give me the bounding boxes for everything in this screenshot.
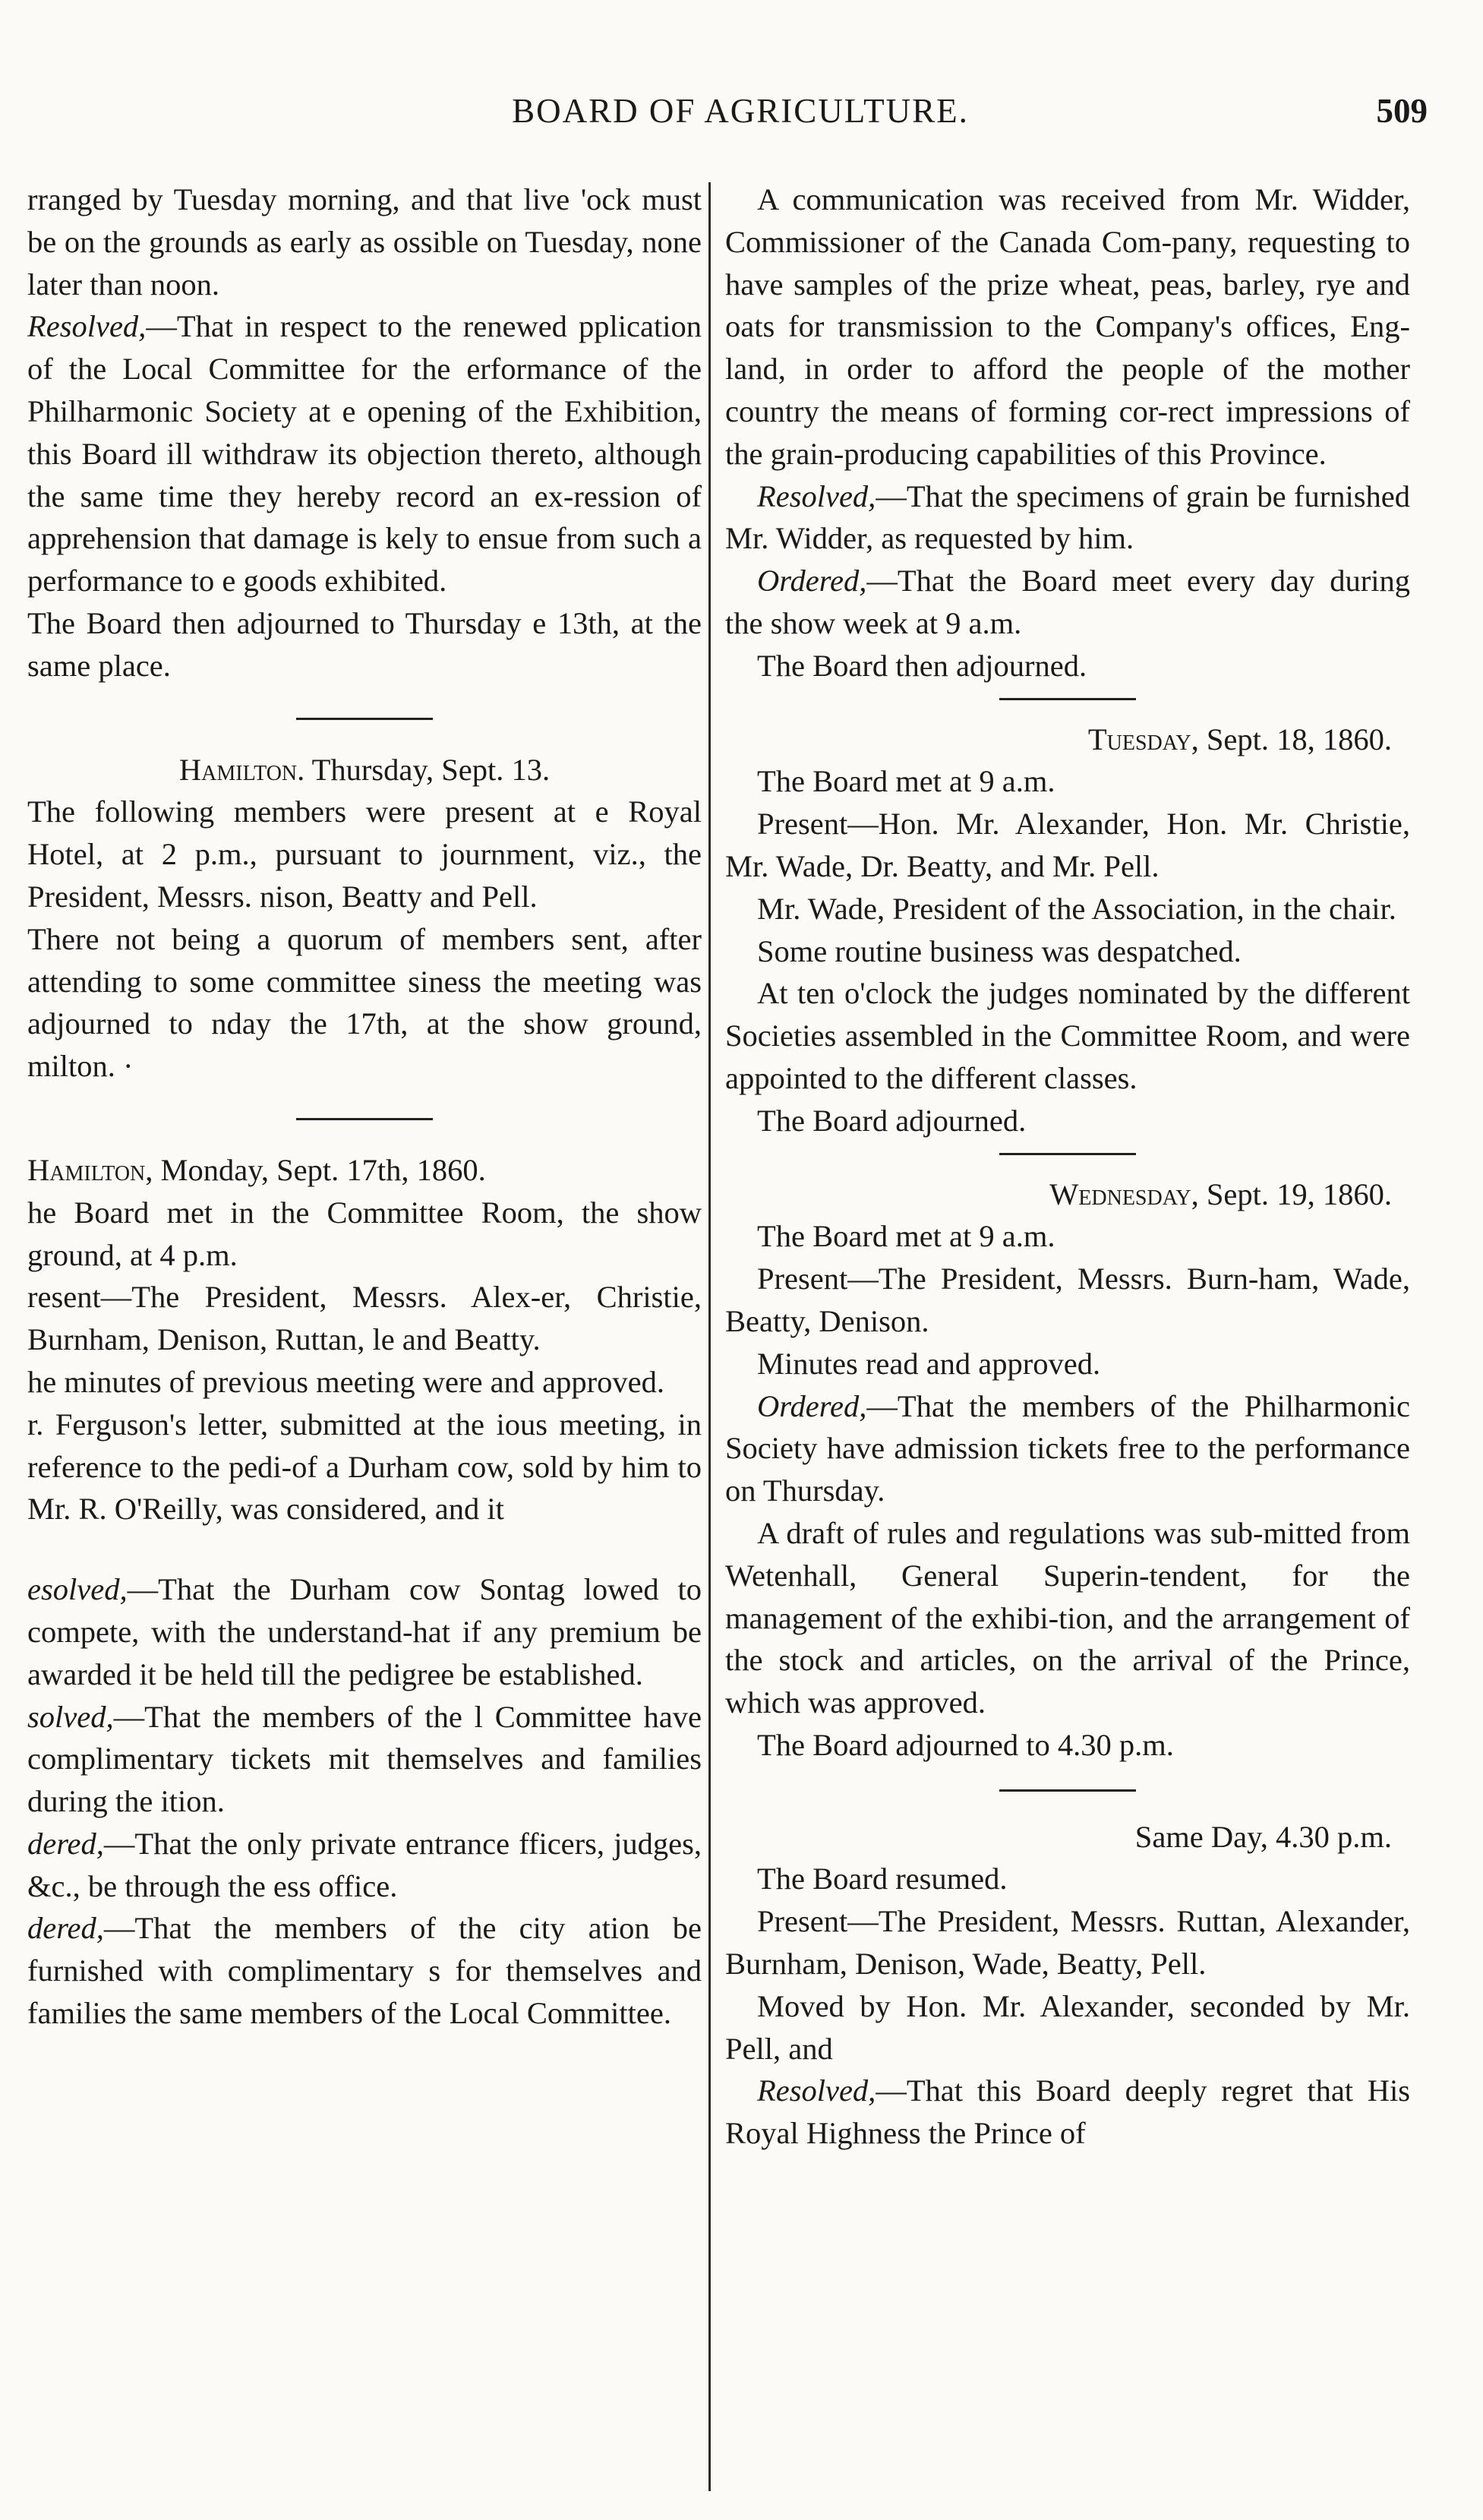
section-heading: Same Day, 4.30 p.m.	[1134, 1819, 1392, 1854]
paragraph: Some routine business was despatched.	[757, 933, 1242, 968]
paragraph: The following members were present at e Royal Hotel, at 2 p.m., pursuant to journment, viz., the President, Messrs. nison, Beatty and Pell.	[27, 794, 702, 914]
section-heading: Wednesday, Sept. 19, 1860.	[1049, 1176, 1392, 1211]
paragraph: A draft of rules and regulations was sub-mitted from Wetenhall, General Superin-tendent, for the management of the exhibi-tion, and the arrangement of the stock and articles, on the arrival of the Prince, which was approved.	[725, 1515, 1410, 1720]
section-divider	[999, 1789, 1136, 1792]
paragraph: There not being a quorum of members sent, after attending to some committee siness the meeting was adjourned to nday the 17th, at the show ground, milton. ·	[27, 921, 702, 1084]
order-lead: dered,	[27, 1911, 104, 1946]
paragraph: Minutes read and approved.	[757, 1346, 1101, 1381]
paragraph: The Board then adjourned to Thursday e 13th, at the same place.	[27, 605, 702, 683]
paragraph: he Board met in the Committee Room, the show ground, at 4 p.m.	[27, 1195, 702, 1272]
left-column	[27, 178, 702, 2487]
section-divider	[999, 1153, 1136, 1155]
section-heading: Hamilton, Monday, Sept. 17th, 1860.	[27, 1152, 486, 1187]
paragraph: rranged by Tuesday morning, and that live 'ock must be on the grounds as early as ossible on Tuesday, none later than noon.	[27, 182, 702, 302]
paragraph: esolved,—That the Durham cow Sontag lowed to compete, with the understand-hat if any premium be awarded it be held till the pedigree be established.	[27, 1572, 702, 1691]
paragraph: solved,—That the members of the l Committee have complimentary tickets mit themselves and families during the ition.	[27, 1699, 702, 1819]
paragraph: A communication was received from Mr. Widder, Commissioner of the Canada Com-pany, requesting to have samples of the prize wheat, peas, barley, rye and oats for transmission to the Company's offices, Eng-land, in order to afford the people of the mother country the means of forming cor-rect impressions of the grain-producing capabilities of this Province.	[725, 182, 1410, 471]
page-number: 509	[1376, 92, 1428, 130]
resolution-lead: solved,	[27, 1699, 114, 1734]
paragraph: The Board adjourned.	[757, 1103, 1027, 1138]
paragraph: Mr. Wade, President of the Association, in the chair.	[757, 891, 1396, 926]
section-divider	[296, 718, 433, 720]
section-divider	[296, 1118, 433, 1120]
right-column	[725, 178, 1410, 2487]
order-lead: dered,	[27, 1826, 104, 1861]
paragraph: Ordered,—That the members of the Philharmonic Society have admission tickets free to the performance on Thursday.	[725, 1388, 1410, 1508]
paragraph: Resolved,—That in respect to the renewed pplication of the Local Committee for the erformance of the Philharmonic Society at e opening of the Exhibition, this Board ill withdraw its objection thereto, although the same time they hereby record an ex-ression of apprehension that damage is kely to ensue from such a performance to e goods exhibited.	[27, 309, 702, 598]
paragraph: dered,—That the members of the city ation be furnished with complimentary s for themselves and families the same members of the Local Committee.	[27, 1911, 702, 2031]
order-lead: Ordered,	[757, 1388, 867, 1423]
paragraph: resent—The President, Messrs. Alex-er, Christie, Burnham, Denison, Ruttan, le and Beatty.	[27, 1280, 702, 1357]
paragraph: The Board resumed.	[757, 1862, 1008, 1896]
paragraph: Present—The President, Messrs. Ruttan, Alexander, Burnham, Denison, Wade, Beatty, Pell.	[725, 1904, 1410, 1982]
paragraph: dered,—That the only private entrance fficers, judges, &c., be through the ess office.	[27, 1826, 702, 1903]
paragraph: The Board then adjourned.	[757, 648, 1087, 683]
resolution-lead: Resolved,	[757, 2073, 876, 2108]
paragraph: Present—Hon. Mr. Alexander, Hon. Mr. Christie, Mr. Wade, Dr. Beatty, and Mr. Pell.	[725, 807, 1410, 883]
resolution-lead: Resolved,	[27, 309, 147, 344]
column-rule	[708, 182, 711, 2491]
section-divider	[999, 698, 1136, 700]
paragraph: r. Ferguson's letter, submitted at the ious meeting, in reference to the pedi-of a Durham cow, sold by him to Mr. R. O'Reilly, was considered, and it	[27, 1407, 702, 1527]
paragraph: Moved by Hon. Mr. Alexander, seconded by Mr. Pell, and	[725, 1988, 1410, 2066]
page-header	[30, 91, 1450, 152]
paragraph: At ten o'clock the judges nominated by the different Societies assembled in the Committee Room, and were appointed to the different classes.	[725, 976, 1410, 1095]
order-lead: Ordered,	[757, 564, 867, 598]
paragraph: Ordered,—That the Board meet every day during the show week at 9 a.m.	[725, 564, 1410, 640]
running-title: BOARD OF AGRICULTURE.	[512, 92, 969, 130]
paragraph: Resolved,—That the specimens of grain be furnished Mr. Widder, as requested by him.	[725, 478, 1410, 556]
paragraph: The Board adjourned to 4.30 p.m.	[757, 1727, 1174, 1762]
paragraph: Resolved,—That this Board deeply regret that His Royal Highness the Prince of	[725, 2073, 1410, 2151]
section-heading: Hamilton. Thursday, Sept. 13.	[178, 752, 551, 787]
paragraph: The Board met at 9 a.m.	[757, 764, 1055, 799]
paragraph: The Board met at 9 a.m.	[757, 1219, 1055, 1254]
resolution-lead: Resolved,	[757, 478, 876, 513]
paragraph: Present—The President, Messrs. Burn-ham, Wade, Beatty, Denison.	[725, 1262, 1410, 1338]
resolution-lead: esolved,	[27, 1572, 128, 1607]
section-heading: Tuesday, Sept. 18, 1860.	[1087, 722, 1392, 756]
paragraph: he minutes of previous meeting were and approved.	[27, 1364, 664, 1399]
